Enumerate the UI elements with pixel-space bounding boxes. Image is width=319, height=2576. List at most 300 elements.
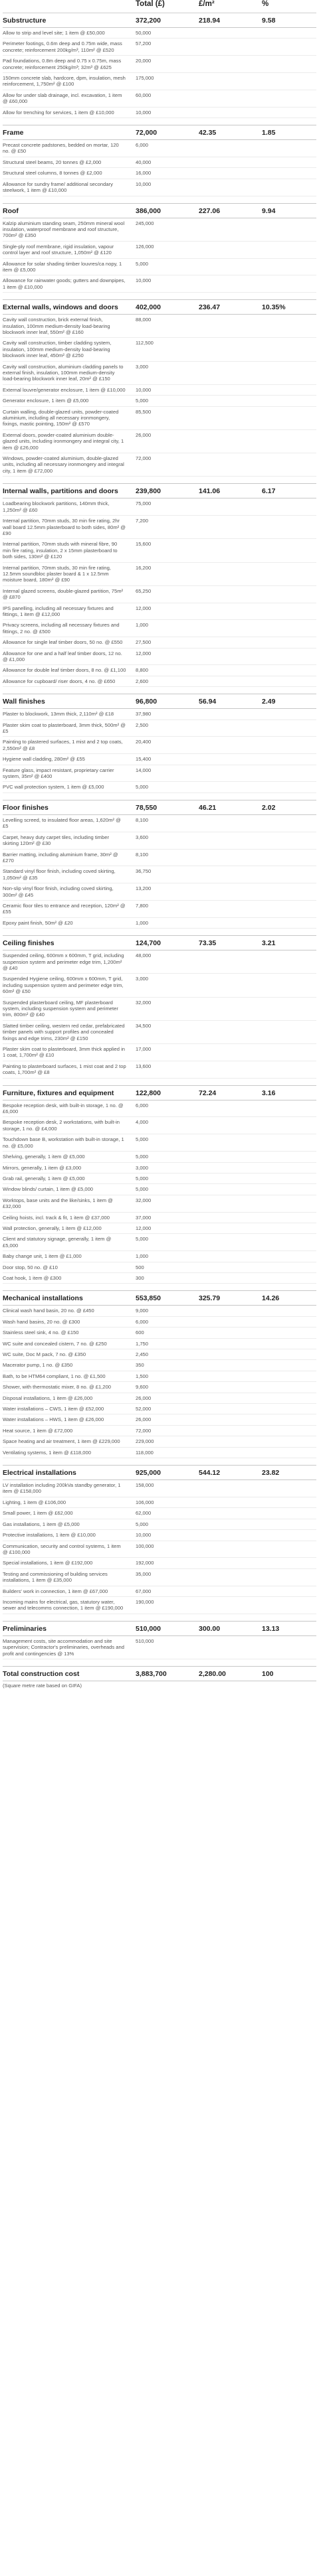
- line-item-description: Curtain walling, double-glazed units, powder-coated aluminium, including all necessary ironmongery, fixings, mastic pointing, 150m² @ £570: [3, 406, 136, 429]
- line-item-description: Epoxy paint finish, 50m² @ £20: [3, 917, 136, 928]
- line-item-row: [3, 1436, 316, 1447]
- line-item-description: Window blinds/ curtain, 1 item @ £5,000: [3, 1184, 136, 1195]
- section-total: 124,700: [136, 936, 199, 950]
- line-item-pct: [262, 1497, 316, 1507]
- line-item-row: [3, 179, 316, 196]
- line-item-rate: [199, 1162, 262, 1173]
- line-item-rate: [199, 637, 262, 648]
- line-item-rate: [199, 1382, 262, 1393]
- section-spacer: [3, 1659, 316, 1666]
- line-item-description: Allowance for cupboard/ riser doors, 4 no. @ £650: [3, 676, 136, 686]
- section-header-row: [3, 300, 316, 315]
- line-item-total: 5,000: [136, 1134, 199, 1152]
- line-item-rate: [199, 782, 262, 793]
- line-item-rate: [199, 338, 262, 361]
- line-item-pct: [262, 562, 316, 585]
- line-item-total: 100,000: [136, 1541, 199, 1558]
- line-item-pct: [262, 1234, 316, 1251]
- line-item-rate: [199, 1530, 262, 1541]
- line-item-rate: [199, 1272, 262, 1283]
- line-item-pct: [262, 1596, 316, 1614]
- line-item-row: [3, 453, 316, 477]
- line-item-pct: [262, 56, 316, 73]
- line-item-rate: [199, 950, 262, 974]
- section-spacer: [3, 118, 316, 125]
- line-item-description: Protective installations, 1 item @ £10,000: [3, 1530, 136, 1541]
- line-item-pct: [262, 28, 316, 38]
- line-item-description: Testing and commissioning of building services installations, 1 item @ £35,000: [3, 1568, 136, 1586]
- line-item-pct: [262, 1251, 316, 1262]
- line-item-total: 245,000: [136, 218, 199, 241]
- line-item-rate: [199, 1425, 262, 1436]
- cost-plan-sheet: [3, 0, 316, 1693]
- line-item-rate: [199, 1414, 262, 1425]
- section-spacer: [3, 293, 316, 300]
- line-item-row: [3, 1262, 316, 1272]
- line-item-pct: [262, 709, 316, 720]
- line-item-rate: [199, 1234, 262, 1251]
- section-name: Furniture, fixtures and equipment: [3, 1085, 136, 1100]
- line-item-total: 2,450: [136, 1349, 199, 1360]
- line-item-total: 15,400: [136, 754, 199, 765]
- line-item-total: 48,000: [136, 950, 199, 974]
- line-item-total: 350: [136, 1360, 199, 1371]
- line-item-total: 10,000: [136, 107, 199, 117]
- line-item-rate: [199, 1480, 262, 1497]
- line-item-row: [3, 1541, 316, 1558]
- line-item-total: 20,000: [136, 56, 199, 73]
- line-item-rate: [199, 648, 262, 665]
- line-item-total: 13,200: [136, 883, 199, 901]
- section-pct: 3.21: [262, 936, 316, 950]
- line-item-rate: [199, 56, 262, 73]
- line-item-rate: [199, 1184, 262, 1195]
- line-item-description: Gas installations, 1 item @ £5,000: [3, 1519, 136, 1529]
- line-item-total: 106,000: [136, 1497, 199, 1507]
- line-item-rate: [199, 1262, 262, 1272]
- line-item-pct: [262, 917, 316, 928]
- section-pct: 14.26: [262, 1291, 316, 1306]
- line-item-row: [3, 1061, 316, 1078]
- line-item-description: Allow for under slab drainage, incl. excavation, 1 item @ £60,000: [3, 90, 136, 107]
- line-item-row: [3, 315, 316, 338]
- line-item-row: [3, 1497, 316, 1507]
- line-item-description: Pad foundations, 0.8m deep and 0.75 x 0.75m, mass concrete; reinforcement 250kg/m³; 32m³ @ £625: [3, 56, 136, 73]
- section-header-row: [3, 125, 316, 140]
- line-item-rate: [199, 603, 262, 620]
- line-item-row: [3, 1558, 316, 1568]
- line-item-description: Allow to strip and level site; 1 item @ £50,000: [3, 28, 136, 38]
- section-spacer: [3, 1458, 316, 1466]
- line-item-row: [3, 883, 316, 901]
- line-item-row: [3, 1480, 316, 1497]
- line-item-row: [3, 1234, 316, 1251]
- grand-total-label: Total construction cost: [3, 1666, 136, 1681]
- line-item-total: 88,000: [136, 315, 199, 338]
- line-item-description: PVC wall protection system, 1 item @ £5,000: [3, 782, 136, 793]
- line-item-row: [3, 765, 316, 782]
- line-item-pct: [262, 1173, 316, 1183]
- line-item-row: [3, 1382, 316, 1393]
- line-item-rate: [199, 1173, 262, 1183]
- line-item-pct: [262, 1568, 316, 1586]
- line-item-pct: [262, 900, 316, 917]
- line-item-pct: [262, 1316, 316, 1327]
- line-item-description: Painting to plasterboard surfaces, 1 mist coat and 2 top coats, 1,700m² @ £8: [3, 1061, 136, 1078]
- line-item-total: 175,000: [136, 73, 199, 90]
- section-total: 96,800: [136, 694, 199, 709]
- line-item-description: Loadbearing blockwork partitions, 140mm thick, 1,250m² @ £60: [3, 498, 136, 516]
- line-item-rate: [199, 241, 262, 258]
- section-spacer: [3, 1614, 316, 1621]
- line-item-rate: [199, 157, 262, 167]
- section-rate: 227.06: [199, 203, 262, 218]
- line-item-rate: [199, 168, 262, 179]
- section-total: 925,000: [136, 1466, 199, 1480]
- line-item-description: Client and statutory signage, generally, 1 item @ £5,000: [3, 1234, 136, 1251]
- line-item-total: 14,000: [136, 765, 199, 782]
- line-item-description: Special installations, 1 item @ £192,000: [3, 1558, 136, 1568]
- section-rate: 236.47: [199, 300, 262, 315]
- line-item-pct: [262, 974, 316, 997]
- line-item-row: [3, 603, 316, 620]
- line-item-description: Privacy screens, including all necessary fixtures and fittings, 2 no. @ £500: [3, 620, 136, 637]
- line-item-description: Allowance for one and a half leaf timber doors, 12 no. @ £1,000: [3, 648, 136, 665]
- line-item-total: 3,000: [136, 1162, 199, 1173]
- section-pct: 2.49: [262, 694, 316, 709]
- line-item-pct: [262, 1349, 316, 1360]
- line-item-pct: [262, 1382, 316, 1393]
- section-total: 122,800: [136, 1085, 199, 1100]
- line-item-row: [3, 90, 316, 107]
- line-item-pct: [262, 603, 316, 620]
- line-item-total: 26,000: [136, 1393, 199, 1403]
- section-name: Floor finishes: [3, 800, 136, 814]
- section-rate: 300.00: [199, 1621, 262, 1635]
- line-item-rate: [199, 737, 262, 754]
- line-item-total: 4,000: [136, 1117, 199, 1134]
- line-item-row: [3, 1223, 316, 1233]
- line-item-description: WC suite, Doc M pack, 7 no. @ £350: [3, 1349, 136, 1360]
- footnote: (Square metre rate based on GIFA): [3, 1682, 82, 1689]
- line-item-pct: [262, 1558, 316, 1568]
- section-total: 72,000: [136, 125, 199, 140]
- section-name: Wall finishes: [3, 694, 136, 709]
- section-total: 372,200: [136, 13, 199, 28]
- line-item-pct: [262, 1541, 316, 1558]
- line-item-row: [3, 1173, 316, 1183]
- line-item-rate: [199, 997, 262, 1020]
- line-item-total: 72,000: [136, 1425, 199, 1436]
- section-rate: 544.12: [199, 1466, 262, 1480]
- line-item-total: 2,600: [136, 676, 199, 686]
- line-item-row: [3, 1586, 316, 1596]
- section-total: 510,000: [136, 1621, 199, 1635]
- line-item-row: [3, 218, 316, 241]
- line-item-description: Internal partition, 70mm studs with mineral fibre, 90 min fire rating, insulation, 2 x 15mm plasterboard to both sides, 130m² @ £120: [3, 539, 136, 562]
- line-item-row: [3, 585, 316, 603]
- line-item-rate: [199, 754, 262, 765]
- line-item-rate: [199, 429, 262, 453]
- line-item-rate: [199, 1223, 262, 1233]
- section-pct: 3.16: [262, 1085, 316, 1100]
- line-item-row: [3, 782, 316, 793]
- line-item-rate: [199, 361, 262, 384]
- section-pct: 10.35%: [262, 300, 316, 315]
- line-item-description: Non-slip vinyl floor finish, including coved skirting, 300m² @ £45: [3, 883, 136, 901]
- line-item-rate: [199, 1134, 262, 1152]
- line-item-description: Cavity wall construction, brick external finish, insulation, 100mm medium-density load-bearing blockwork inner leaf, 550m² @ £160: [3, 315, 136, 338]
- line-item-rate: [199, 1541, 262, 1558]
- section-name: Electrical installations: [3, 1466, 136, 1480]
- line-item-rate: [199, 676, 262, 686]
- line-item-pct: [262, 1530, 316, 1541]
- line-item-total: 6,000: [136, 140, 199, 157]
- line-item-pct: [262, 1360, 316, 1371]
- line-item-pct: [262, 665, 316, 676]
- section-header-row: [3, 1466, 316, 1480]
- section-spacer: [3, 687, 316, 694]
- line-item-pct: [262, 1212, 316, 1223]
- section-spacer: [3, 793, 316, 800]
- line-item-pct: [262, 498, 316, 516]
- line-item-description: Standard vinyl floor finish, including coved skirting, 1,050m² @ £35: [3, 866, 136, 883]
- line-item-total: 9,600: [136, 1382, 199, 1393]
- line-item-total: 5,000: [136, 782, 199, 793]
- line-item-row: [3, 676, 316, 686]
- line-item-description: Internal partition, 70mm studs, 30 min fire rating, 12.5mm soundbloc plaster board & 1 x 12.5mm moisture board, 180m² @ £90: [3, 562, 136, 585]
- line-item-description: Baby change unit, 1 item @ £1,000: [3, 1251, 136, 1262]
- line-item-row: [3, 1404, 316, 1414]
- line-item-row: [3, 1393, 316, 1403]
- line-item-pct: [262, 179, 316, 196]
- line-item-description: Clinical wash hand basin, 20 no. @ £450: [3, 1306, 136, 1316]
- line-item-pct: [262, 585, 316, 603]
- line-item-rate: [199, 107, 262, 117]
- line-item-description: IPS panelling, including all necessary fixtures and fittings, 1 item @ £12,000: [3, 603, 136, 620]
- section-header-row: [3, 800, 316, 814]
- line-item-total: 510,000: [136, 1635, 199, 1659]
- line-item-description: Allowance for rainwater goods; gutters and downpipes, 1 item @ £10,000: [3, 275, 136, 293]
- line-item-pct: [262, 1152, 316, 1162]
- line-item-row: [3, 1414, 316, 1425]
- line-item-total: 6,000: [136, 1100, 199, 1117]
- line-item-description: Structural steel beams, 20 tonnes @ £2,000: [3, 157, 136, 167]
- line-item-description: Generator enclosure, 1 item @ £5,000: [3, 396, 136, 406]
- line-item-pct: [262, 429, 316, 453]
- line-item-row: [3, 73, 316, 90]
- line-item-row: [3, 258, 316, 275]
- line-item-description: Windows, powder-coated aluminium, double-glazed units, including all necessary ironmongery and integral city, 1 item @ £72,000: [3, 453, 136, 477]
- line-item-rate: [199, 1349, 262, 1360]
- line-item-total: 36,750: [136, 866, 199, 883]
- line-item-total: 9,000: [136, 1306, 199, 1316]
- line-item-total: 192,000: [136, 1558, 199, 1568]
- line-item-description: Feature glass, impact resistant, proprietary carrier system, 35m² @ £400: [3, 765, 136, 782]
- line-item-description: Builders' work in connection, 1 item @ £67,000: [3, 1586, 136, 1596]
- line-item-rate: [199, 406, 262, 429]
- line-item-row: [3, 1162, 316, 1173]
- line-item-total: 5,000: [136, 1152, 199, 1162]
- line-item-pct: [262, 406, 316, 429]
- line-item-description: Allow for trenching for services, 1 item @ £10,000: [3, 107, 136, 117]
- section-spacer: [3, 196, 316, 203]
- line-item-row: [3, 1020, 316, 1043]
- section-header-row: [3, 1085, 316, 1100]
- line-item-description: Incoming mains for electrical, gas, statutory water, sewer and telecomms connection, 1 item @ £190,000: [3, 1596, 136, 1614]
- line-item-total: 16,000: [136, 168, 199, 179]
- line-item-description: Heat source, 1 item @ £72,000: [3, 1425, 136, 1436]
- section-rate: 141.06: [199, 484, 262, 498]
- line-item-rate: [199, 1404, 262, 1414]
- line-item-total: 10,000: [136, 1530, 199, 1541]
- section-spacer: [3, 477, 316, 484]
- line-item-rate: [199, 709, 262, 720]
- line-item-rate: [199, 539, 262, 562]
- line-item-pct: [262, 866, 316, 883]
- line-item-description: Barrier matting, including aluminium frame, 30m² @ £270: [3, 849, 136, 866]
- section-total: 386,000: [136, 203, 199, 218]
- line-item-total: 126,000: [136, 241, 199, 258]
- line-item-row: [3, 1134, 316, 1152]
- line-item-rate: [199, 1306, 262, 1316]
- line-item-row: [3, 1447, 316, 1458]
- line-item-rate: [199, 720, 262, 737]
- line-item-row: [3, 1360, 316, 1371]
- line-item-row: [3, 1316, 316, 1327]
- line-item-pct: [262, 1223, 316, 1233]
- section-header-row: [3, 1291, 316, 1306]
- line-item-rate: [199, 900, 262, 917]
- grand-total-rate: 2,280.00: [199, 1666, 262, 1681]
- line-item-pct: [262, 883, 316, 901]
- line-item-row: [3, 1117, 316, 1134]
- line-item-total: 20,400: [136, 737, 199, 754]
- line-item-rate: [199, 1152, 262, 1162]
- line-item-description: Internal partition, 70mm studs, 30 min fire rating, 2hr wall board 12.5mm plasterboard to both sides, 80m² @ £90: [3, 516, 136, 539]
- line-item-pct: [262, 950, 316, 974]
- line-item-description: External doors, powder-coated aluminium double-glazed units, including ironmongery and integral city, 1 item @ £26,000: [3, 429, 136, 453]
- line-item-description: Door stop, 50 no. @ £10: [3, 1262, 136, 1272]
- grand-total-row: [3, 1666, 316, 1681]
- section-name: Frame: [3, 125, 136, 140]
- line-item-pct: [262, 1414, 316, 1425]
- line-item-total: 2,500: [136, 720, 199, 737]
- line-item-total: 6,000: [136, 1316, 199, 1327]
- line-item-row: [3, 814, 316, 832]
- line-item-description: Ceramic floor tiles to entrance and reception, 120m² @ £55: [3, 900, 136, 917]
- line-item-rate: [199, 1360, 262, 1371]
- line-item-pct: [262, 1327, 316, 1338]
- line-item-description: Touchdown base B, workstation with built-in storage, 1 no. @ £5,000: [3, 1134, 136, 1152]
- line-item-description: Space heating and air treatment, 1 item @ £229,000: [3, 1436, 136, 1447]
- line-item-rate: [199, 275, 262, 293]
- line-item-row: [3, 737, 316, 754]
- line-item-total: 5,000: [136, 1234, 199, 1251]
- line-item-rate: [199, 849, 262, 866]
- line-item-total: 26,000: [136, 429, 199, 453]
- line-item-description: WC suite and concealed cistern, 7 no. @ £250: [3, 1338, 136, 1349]
- line-item-total: 300: [136, 1272, 199, 1283]
- line-item-row: [3, 648, 316, 665]
- line-item-total: 35,000: [136, 1568, 199, 1586]
- line-item-row: [3, 1371, 316, 1381]
- line-item-rate: [199, 498, 262, 516]
- line-item-rate: [199, 258, 262, 275]
- line-item-description: Allowance for single leaf timber doors, 50 no. @ £550: [3, 637, 136, 648]
- line-item-row: [3, 1327, 316, 1338]
- line-item-row: [3, 28, 316, 38]
- line-item-pct: [262, 38, 316, 56]
- line-item-pct: [262, 1044, 316, 1061]
- line-item-pct: [262, 1100, 316, 1117]
- line-item-rate: [199, 38, 262, 56]
- line-item-row: [3, 1568, 316, 1586]
- line-item-row: [3, 1306, 316, 1316]
- line-item-description: Suspended ceiling, 600mm x 600mm, T grid, including suspension system and perimeter edge trim, 1,200m² @ £40: [3, 950, 136, 974]
- line-item-total: 7,800: [136, 900, 199, 917]
- line-item-total: 1,000: [136, 1251, 199, 1262]
- line-item-pct: [262, 140, 316, 157]
- line-item-row: [3, 275, 316, 293]
- line-item-total: 72,000: [136, 453, 199, 477]
- line-item-description: Disposal installations, 1 item @ £26,000: [3, 1393, 136, 1403]
- grand-total-value: 3,883,700: [136, 1666, 199, 1681]
- line-item-description: Worktops, base units and the like/sinks, 1 item @ £32,000: [3, 1195, 136, 1212]
- line-item-pct: [262, 832, 316, 849]
- line-item-row: [3, 1519, 316, 1529]
- line-item-pct: [262, 315, 316, 338]
- line-item-description: Perimeter footings, 0.6m deep and 0.75m wide, mass concrete; reinforcement 200kg/m³, 110m² @ £520: [3, 38, 136, 56]
- line-item-rate: [199, 1061, 262, 1078]
- section-spacer: [3, 1078, 316, 1085]
- line-item-row: [3, 516, 316, 539]
- line-item-pct: [262, 1306, 316, 1316]
- line-item-total: 12,000: [136, 1223, 199, 1233]
- line-item-total: 57,200: [136, 38, 199, 56]
- line-item-pct: [262, 539, 316, 562]
- line-item-pct: [262, 338, 316, 361]
- line-item-row: [3, 539, 316, 562]
- line-item-rate: [199, 1447, 262, 1458]
- line-item-pct: [262, 90, 316, 107]
- line-item-row: [3, 1212, 316, 1223]
- line-item-rate: [199, 1596, 262, 1614]
- line-item-row: [3, 620, 316, 637]
- section-total: 239,800: [136, 484, 199, 498]
- line-item-row: [3, 665, 316, 676]
- line-item-total: 5,000: [136, 1173, 199, 1183]
- line-item-total: 1,500: [136, 1371, 199, 1381]
- line-item-description: Coat hook, 1 item @ £300: [3, 1272, 136, 1283]
- line-item-pct: [262, 1447, 316, 1458]
- line-item-pct: [262, 1134, 316, 1152]
- line-item-pct: [262, 1184, 316, 1195]
- line-item-pct: [262, 648, 316, 665]
- line-item-pct: [262, 73, 316, 90]
- line-item-description: Shower, with thermostatic mixer, 8 no. @ £1,200: [3, 1382, 136, 1393]
- line-item-description: Bath, to be HTM64 compliant, 1 no. @ £1,500: [3, 1371, 136, 1381]
- section-total: 402,000: [136, 300, 199, 315]
- line-item-rate: [199, 453, 262, 477]
- line-item-total: 5,000: [136, 1184, 199, 1195]
- line-item-pct: [262, 1519, 316, 1529]
- line-item-description: Plaster to blockwork, 13mm thick, 2,110m² @ £18: [3, 709, 136, 720]
- line-item-total: 118,000: [136, 1447, 199, 1458]
- line-item-rate: [199, 665, 262, 676]
- line-item-rate: [199, 140, 262, 157]
- line-item-row: [3, 950, 316, 974]
